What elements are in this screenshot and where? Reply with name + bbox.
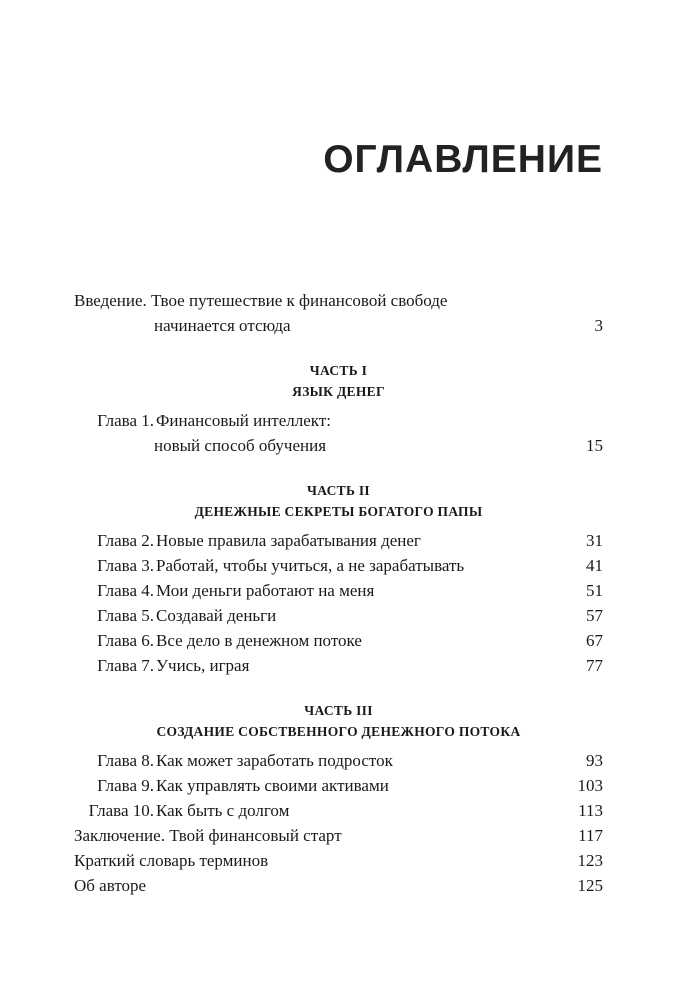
page-number: 103 [577,776,603,795]
chapter-number: Глава 5. [97,606,154,625]
toc-entry-label: новый способ обучения [154,436,327,455]
table-of-contents [74,288,603,898]
page-number: 15 [586,436,603,455]
toc-entry-label: Введение. Твое путешествие к финансовой свободе [74,291,448,310]
chapter-number: Глава 1. [97,411,154,430]
toc-entry-label: Создавай деньги [156,606,277,625]
chapter-number: Глава 2. [97,531,154,550]
toc-entry-chapter-6[interactable] [74,628,603,653]
toc-entry-label: Работай, чтобы учиться, а не зарабатывать [156,556,465,575]
part-subtitle: ЯЗЫК ДЕНЕГ [292,384,385,399]
page-number: 41 [586,556,603,575]
page-number: 31 [586,531,603,550]
page-title: ОГЛАВЛЕНИЕ [323,138,603,181]
page-number: 3 [594,316,603,335]
toc-entry-label: Краткий словарь терминов [74,851,269,870]
page-number: 113 [578,801,603,820]
page-number: 67 [586,631,603,650]
page-number: 93 [586,751,603,770]
toc-entry-label: Новые правила зарабатывания денег [156,531,421,550]
toc-entry-label: Все дело в денежном потоке [156,631,362,650]
toc-entry-about-author[interactable] [74,873,603,898]
toc-entry-chapter-9[interactable] [74,773,603,798]
toc-entry-label: Как управлять своими активами [156,776,389,795]
chapter-number: Глава 10. [88,801,154,820]
part-heading: ЧАСТЬ III [304,703,373,718]
page-number: 77 [586,656,603,675]
toc-entry-label: Об авторе [74,876,147,895]
toc-entry-glossary[interactable] [74,848,603,873]
toc-entry-label: Как может заработать подросток [156,751,393,770]
chapter-number: Глава 9. [97,776,154,795]
toc-entry-label: Финансовый интеллект: [156,411,331,430]
part-heading: ЧАСТЬ I [309,363,368,378]
toc-entry-chapter-5[interactable] [74,603,603,628]
toc-entry-chapter-1-line1 [74,408,603,433]
chapter-number: Глава 3. [97,556,154,575]
page-number: 123 [577,851,603,870]
toc-entry-chapter-1[interactable] [74,433,603,458]
part-subtitle: ДЕНЕЖНЫЕ СЕКРЕТЫ БОГАТОГО ПАПЫ [194,504,483,519]
toc-entry-chapter-10[interactable] [74,798,603,823]
page-number: 125 [577,876,603,895]
toc-entry-chapter-7[interactable] [74,653,603,678]
toc-entry-label: Как быть с долгом [156,801,290,820]
toc-entry-chapter-4[interactable] [74,578,603,603]
chapter-number: Глава 4. [97,581,154,600]
chapter-number: Глава 8. [97,751,154,770]
part-heading: ЧАСТЬ II [307,483,370,498]
toc-entry-label: Мои деньги работают на меня [156,581,375,600]
page-number: 51 [586,581,603,600]
chapter-number: Глава 6. [97,631,154,650]
part-subtitle: СОЗДАНИЕ СОБСТВЕННОГО ДЕНЕЖНОГО ПОТОКА [156,724,521,739]
toc-entry-intro-line1 [74,288,603,313]
chapter-number: Глава 7. [97,656,154,675]
toc-entry-chapter-8[interactable] [74,748,603,773]
toc-entry-label: Учись, играя [156,656,250,675]
page-number: 57 [586,606,603,625]
toc-entry-intro[interactable] [74,313,603,338]
toc-entry-chapter-3[interactable] [74,553,603,578]
toc-entry-chapter-2[interactable] [74,528,603,553]
toc-entry-label: Заключение. Твой финансовый старт [74,826,342,845]
page-number: 117 [578,826,603,845]
toc-entry-conclusion[interactable] [74,823,603,848]
toc-entry-label: начинается отсюда [154,316,291,335]
